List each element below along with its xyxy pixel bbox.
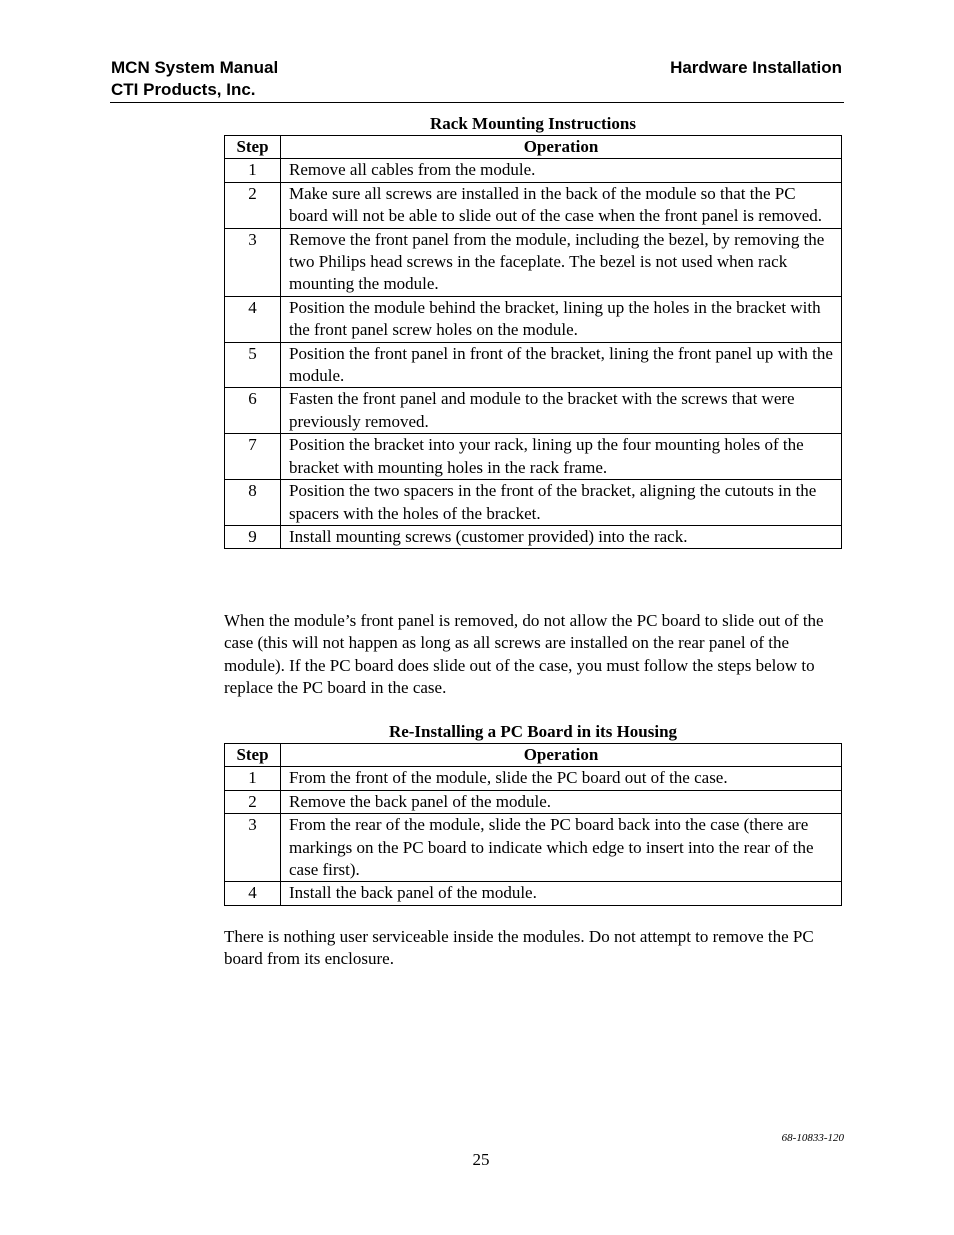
header-divider (110, 102, 844, 103)
table-header-row (225, 136, 842, 159)
step-number: 5 (225, 342, 281, 388)
table-row (225, 525, 842, 548)
table-row (225, 159, 842, 182)
rack-mounting-table (224, 135, 842, 549)
reinstall-table-title: Re-Installing a PC Board in its Housing (388, 722, 678, 741)
step-operation: Fasten the front panel and module to the bracket with the screws that were previously removed. (281, 388, 842, 434)
table-row (225, 296, 842, 342)
table-row (225, 388, 842, 434)
step-number: 3 (225, 228, 281, 296)
step-operation: Position the two spacers in the front of the bracket, aligning the cutouts in the spacers with the holes of the bracket. (281, 480, 842, 526)
table-row (225, 228, 842, 296)
step-operation: Position the module behind the bracket, lining up the holes in the bracket with the front panel screw holes on the module. (281, 296, 842, 342)
step-operation: Remove all cables from the module. (281, 159, 842, 182)
company-name: CTI Products, Inc. (111, 80, 256, 99)
section-title: Hardware Installation (670, 58, 842, 77)
table-row (225, 767, 842, 790)
step-operation: Remove the front panel from the module, including the bezel, by removing the two Philips head screws in the faceplate. The bezel is not used when rack mounting the module. (281, 228, 842, 296)
step-operation: From the rear of the module, slide the PC board back into the case (there are markings on the PC board to indicate which edge to insert into the rear of the case first). (281, 814, 842, 882)
step-number: 2 (225, 790, 281, 813)
step-number: 9 (225, 525, 281, 548)
no-user-serviceable-paragraph: There is nothing user serviceable inside the modules. Do not attempt to remove the PC board from its enclosure. (224, 927, 814, 969)
column-header-operation: Operation (281, 136, 842, 159)
step-operation: From the front of the module, slide the PC board out of the case. (281, 767, 842, 790)
step-number: 8 (225, 480, 281, 526)
step-number: 1 (225, 767, 281, 790)
step-operation: Install the back panel of the module. (281, 882, 842, 905)
step-number: 7 (225, 434, 281, 480)
rack-table-title: Rack Mounting Instructions (430, 114, 636, 133)
document-header-left (111, 57, 278, 101)
step-number: 4 (225, 296, 281, 342)
column-header-step: Step (225, 744, 281, 767)
step-number: 3 (225, 814, 281, 882)
column-header-operation: Operation (281, 744, 842, 767)
column-header-step: Step (225, 136, 281, 159)
table-header-row (225, 744, 842, 767)
front-panel-warning-paragraph: When the module’s front panel is removed, do not allow the PC board to slide out of the case (this will not happen as long as all screws are installed on the rear panel of the module). If the PC board does slide out of the case, you must follow the steps below to replace the PC board in the case. (224, 611, 824, 698)
manual-title: MCN System Manual (111, 58, 279, 77)
step-number: 1 (225, 159, 281, 182)
table-row (225, 434, 842, 480)
table-row (225, 182, 842, 228)
step-number: 2 (225, 182, 281, 228)
step-operation: Install mounting screws (customer provided) into the rack. (281, 525, 842, 548)
document-number: 68-10833-120 (781, 1132, 844, 1144)
table-row (225, 480, 842, 526)
reinstall-pc-board-table (224, 743, 842, 906)
step-number: 4 (225, 882, 281, 905)
step-operation: Remove the back panel of the module. (281, 790, 842, 813)
step-operation: Make sure all screws are installed in the back of the module so that the PC board will not be able to slide out of the case when the front panel is removed. (281, 182, 842, 228)
step-operation: Position the bracket into your rack, lining up the four mounting holes of the bracket with mounting holes in the rack frame. (281, 434, 842, 480)
table-row (225, 790, 842, 813)
step-operation: Position the front panel in front of the bracket, lining the front panel up with the module. (281, 342, 842, 388)
table-row (225, 882, 842, 905)
table-row (225, 814, 842, 882)
step-number: 6 (225, 388, 281, 434)
page-number: 25 (472, 1150, 490, 1169)
table-row (225, 342, 842, 388)
